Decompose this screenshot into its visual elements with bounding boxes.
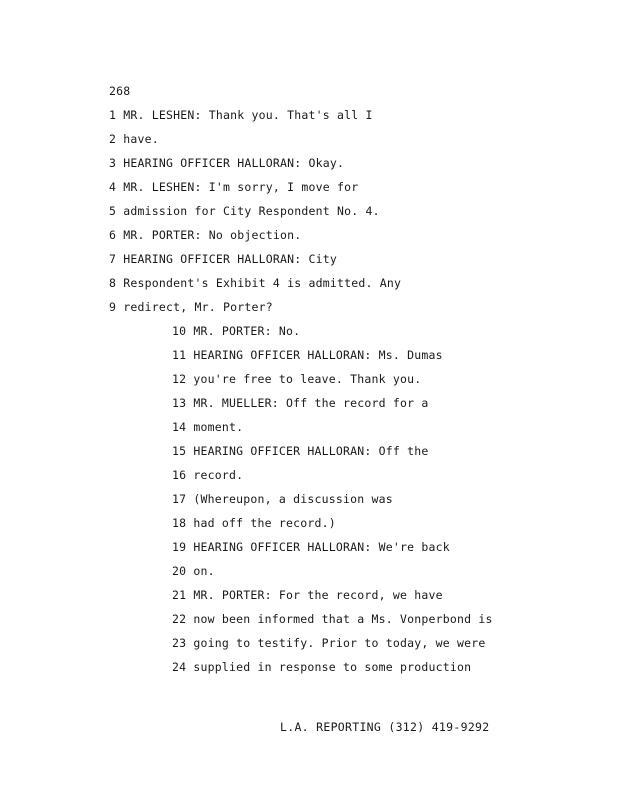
transcript-line-5: 5 admission for City Respondent No. 4. — [109, 204, 380, 218]
transcript-line-16: 16 record. — [172, 468, 244, 482]
transcript-line-11: 11 HEARING OFFICER HALLORAN: Ms. Dumas — [172, 348, 443, 362]
transcript-line-22: 22 now been informed that a Ms. Vonperbond is — [172, 612, 493, 626]
transcript-line-15: 15 HEARING OFFICER HALLORAN: Off the — [172, 444, 429, 458]
reporter-footer: L.A. REPORTING (312) 419-9292 — [280, 720, 490, 734]
transcript-line-3: 3 HEARING OFFICER HALLORAN: Okay. — [109, 156, 345, 170]
transcript-line-20: 20 on. — [172, 564, 215, 578]
transcript-line-17: 17 (Whereupon, a discussion was — [172, 492, 393, 506]
transcript-line-6: 6 MR. PORTER: No objection. — [109, 228, 302, 242]
transcript-line-10: 10 MR. PORTER: No. — [172, 324, 301, 338]
transcript-line-2: 2 have. — [109, 132, 159, 146]
transcript-line-21: 21 MR. PORTER: For the record, we have — [172, 588, 443, 602]
transcript-line-4: 4 MR. LESHEN: I'm sorry, I move for — [109, 180, 359, 194]
transcript-line-24: 24 supplied in response to some production — [172, 660, 472, 674]
transcript-line-18: 18 had off the record.) — [172, 516, 336, 530]
transcript-line-19: 19 HEARING OFFICER HALLORAN: We're back — [172, 540, 450, 554]
page-number: 268 — [109, 84, 131, 98]
transcript-line-13: 13 MR. MUELLER: Off the record for a — [172, 396, 429, 410]
transcript-line-1: 1 MR. LESHEN: Thank you. That's all I — [109, 108, 373, 122]
transcript-line-14: 14 moment. — [172, 420, 244, 434]
transcript-line-12: 12 you're free to leave. Thank you. — [172, 372, 422, 386]
transcript-line-23: 23 going to testify. Prior to today, we were — [172, 636, 486, 650]
transcript-line-9: 9 redirect, Mr. Porter? — [109, 300, 273, 314]
transcript-line-8: 8 Respondent's Exhibit 4 is admitted. Any — [109, 276, 402, 290]
transcript-line-7: 7 HEARING OFFICER HALLORAN: City — [109, 252, 337, 266]
